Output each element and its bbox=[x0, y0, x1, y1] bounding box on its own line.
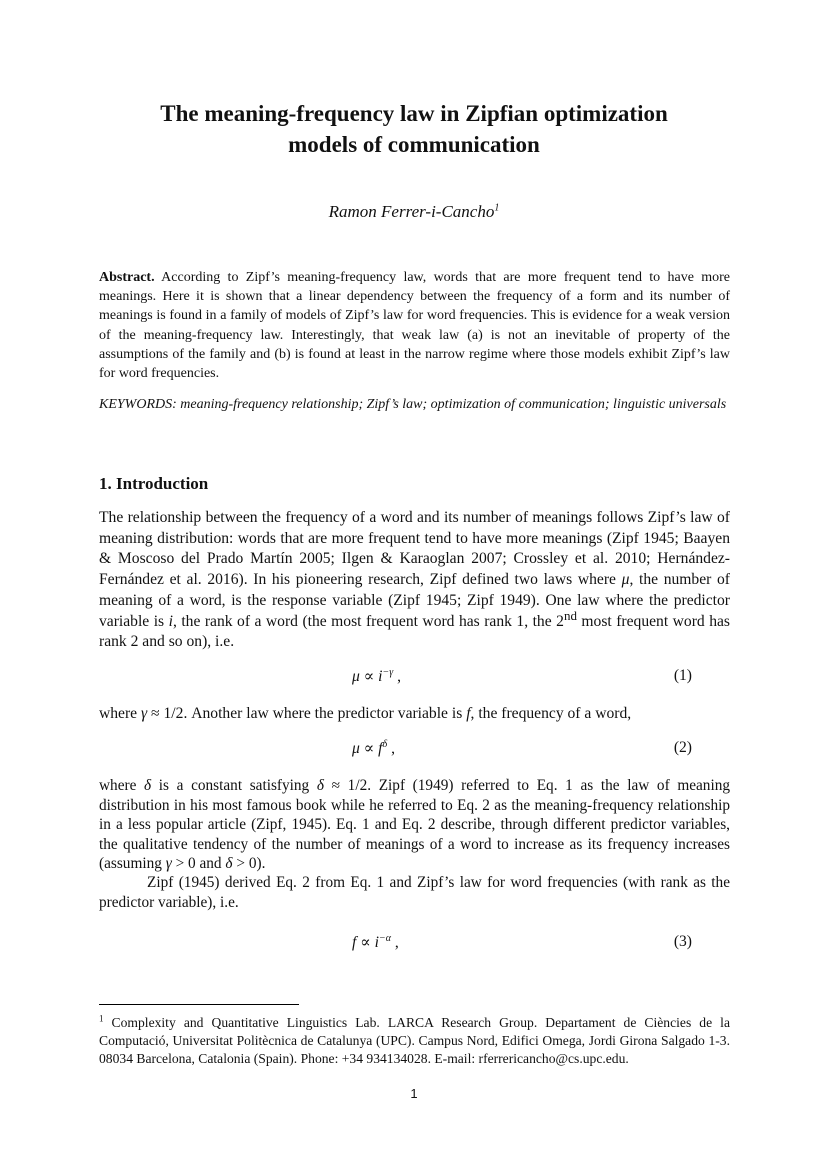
intro-paragraph-3 bbox=[99, 776, 730, 874]
text-run: , the frequency of a word, bbox=[470, 705, 632, 722]
symbol-mu: μ bbox=[621, 571, 630, 589]
symbol-gamma: γ bbox=[165, 855, 172, 873]
symbol-delta: δ bbox=[144, 777, 152, 794]
title-line-1: The meaning-frequency law in Zipfian optimization bbox=[160, 101, 668, 126]
author-name bbox=[100, 202, 728, 222]
equation-2 bbox=[352, 739, 395, 758]
symbol-f: f bbox=[466, 705, 471, 722]
text-run: > 0 and bbox=[171, 855, 226, 873]
footnote-1 bbox=[99, 1014, 730, 1069]
footnote-mark: 1 bbox=[99, 1013, 104, 1024]
title-line-2: models of communication bbox=[288, 132, 540, 157]
equation-number-2: (2) bbox=[673, 739, 692, 756]
footnote-text: Complexity and Quantitative Linguistics Lab. LARCA Research Group. Departament de Ciències de la Computació, Universitat Politècnica de Catalunya (UPC). Campus Nord, Edifici Omega, Jordi Girona Salgado 1-3. 08034 Barcelona, Catalonia (Spain). Phone: +34 934134028. E-mail: rferrericancho@cs.upc.edu. bbox=[99, 1015, 730, 1067]
symbol-delta: δ bbox=[316, 777, 324, 794]
equation-number-1: (1) bbox=[673, 667, 692, 684]
ordinal-suffix: nd bbox=[563, 607, 577, 623]
symbol-delta: δ bbox=[225, 855, 233, 873]
symbol-i: i bbox=[168, 612, 173, 630]
abstract-text: According to Zipf’s meaning-frequency law, words that are more frequent tend to have more meanings. Here it is shown that a linear dependency between the frequency of a form and its number of meanings is found in a family of models of Zipf’s law for word frequencies. This is evidence for a weak version of the meaning-frequency law. Interestingly, that weak law (a) is not an inevitable of property of the assumptions of the family and (b) is found at least in the narrow regime where those models exhibit Zipf’s law for word frequencies. bbox=[99, 270, 730, 382]
abstract-label: Abstract. bbox=[99, 270, 155, 285]
text-run: ≈ 1/2. Zipf (1949) referred to Eq. 1 as the law of meaning distribution in his most famous book while he referred to Eq. 2 as the meaning-frequency relationship in a less popular article (Zipf, 1945). Eq. 1 and Eq. 2 describe, through different predictor variables, the qualitative tendency of the number of meanings of a word to increase as its frequency increases (assuming bbox=[99, 777, 730, 873]
equation-comma: , bbox=[393, 668, 402, 685]
paper-title bbox=[100, 98, 728, 160]
equation-comma: , bbox=[387, 740, 395, 757]
symbol-gamma: γ bbox=[141, 705, 148, 722]
equation-exponent: −α bbox=[379, 932, 392, 944]
equation-exponent: δ bbox=[382, 738, 388, 750]
footnote-separator bbox=[99, 1004, 299, 1005]
intro-paragraph-4: Zipf (1945) derived Eq. 2 from Eq. 1 and Zipf’s law for word frequencies (with rank as the predictor variable), i.e. bbox=[99, 874, 730, 911]
page-number: 1 bbox=[410, 1086, 418, 1101]
equation-number-3: (3) bbox=[673, 933, 692, 950]
author-footnote-mark: 1 bbox=[494, 202, 500, 214]
equation-3 bbox=[352, 933, 399, 952]
equation-body: μ ∝ i bbox=[352, 668, 383, 685]
text-run: is a constant satisfying bbox=[151, 777, 317, 794]
text-run: most frequent word has rank 2 and so on), i.e. bbox=[99, 612, 730, 651]
equation-body: μ ∝ f bbox=[352, 740, 383, 757]
text-run: The relationship between the frequency of a word and its number of meanings follows Zipf’s law of meaning distribution: words that are more frequent tend to have more meanings (Zipf 1945; Baayen & Moscoso del Prado Martín 2005; Ilgen & Karaoglan 2007; Crossley et al. 2010; Hernández-Fernández et al. 2016). In his pioneering research, Zipf defined two laws where bbox=[99, 509, 730, 589]
author-text: Ramon Ferrer-i-Cancho bbox=[328, 202, 495, 221]
text-run: , the number of meaning of a word, is the response variable (Zipf 1945; Zipf 1949). One law where the predictor variable is bbox=[99, 571, 730, 630]
intro-paragraph-2 bbox=[99, 704, 730, 725]
equation-exponent: −γ bbox=[382, 666, 394, 678]
text-run: , the rank of a word (the most frequent word has rank 1, the 2 bbox=[172, 612, 564, 630]
section-heading-introduction: 1. Introduction bbox=[99, 474, 209, 493]
text-run: where bbox=[99, 705, 141, 722]
text-run: > 0). bbox=[232, 855, 266, 873]
text-run: where bbox=[99, 777, 145, 794]
abstract bbox=[99, 268, 730, 383]
equation-1 bbox=[352, 667, 401, 686]
intro-paragraph-1 bbox=[99, 508, 730, 653]
equation-comma: , bbox=[391, 934, 399, 951]
keywords: KEYWORDS: meaning-frequency relationship; Zipf’s law; optimization of communication; linguistic universals bbox=[99, 397, 727, 412]
text-run: ≈ 1/2. Another law where the predictor variable is bbox=[147, 705, 467, 722]
equation-body: f ∝ i bbox=[352, 934, 380, 951]
